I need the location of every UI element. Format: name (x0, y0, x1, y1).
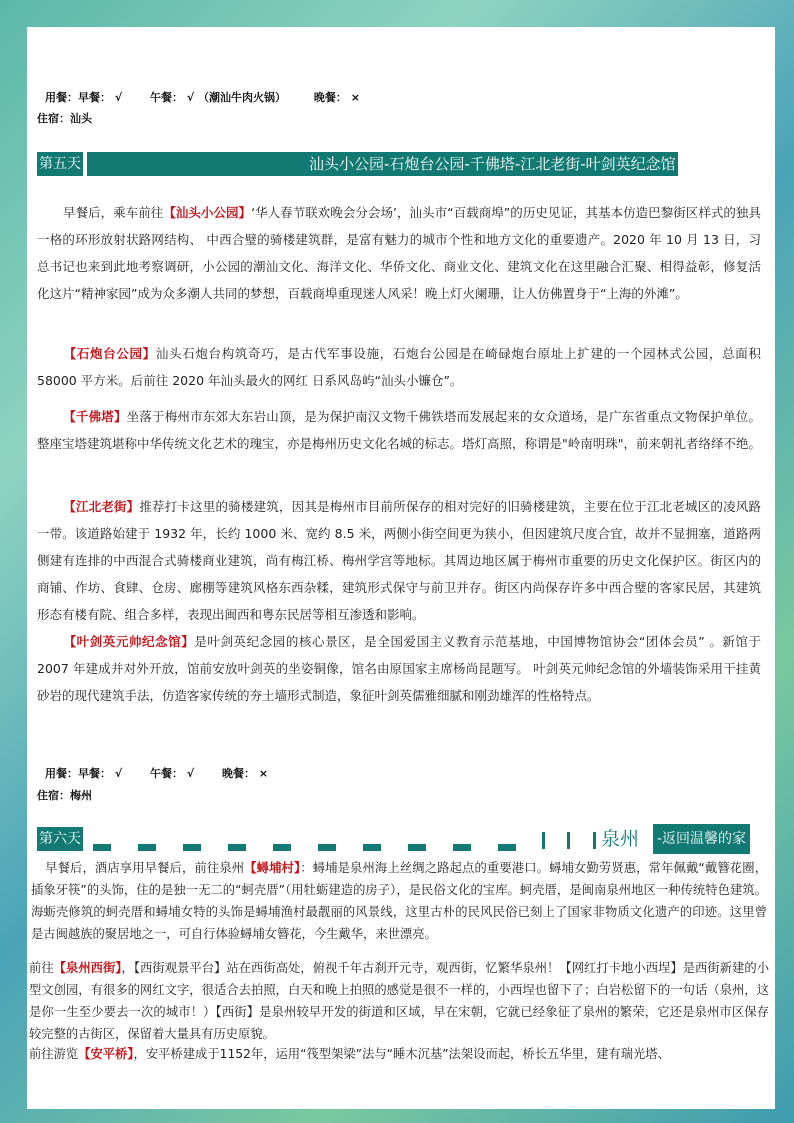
highlight-jiangbei-old-street: 【江北老街】 (63, 499, 140, 514)
day5-bar-fill (87, 152, 307, 176)
itinerary-page (27, 27, 775, 1109)
day5-meals: 用餐：早餐： √ 午餐： √ 晚餐： × (45, 767, 269, 780)
day4-meals: 用餐：早餐： √ 午餐： √ （潮汕牛肉火锅） 晚餐： × (45, 91, 360, 104)
day4-stay: 住宿：汕头 (37, 112, 92, 125)
paragraph-anping-bridge: 前往游览【安平桥】，安平桥建成于1152年，运用“筏型架梁”法与“睡木沉基”法架设而起，桥长五华里，建有瑞光塔、 (29, 1047, 670, 1061)
day5-label: 第五天 (37, 152, 83, 176)
highlight-thousand-buddha-pagoda: 【千佛塔】 (63, 409, 127, 424)
highlight-quanzhou-west-street: 【泉州西街】 (53, 961, 122, 975)
highlight-shantou-park: 【汕头小公园】 (163, 205, 252, 220)
day6-header (37, 824, 757, 854)
day5-header (37, 152, 692, 176)
day6-route: -返回温馨的家 (653, 824, 750, 854)
highlight-xunpu-village: 【蟳埔村】 (244, 861, 301, 875)
highlight-anping-bridge: 【安平桥】 (78, 1047, 134, 1061)
day5-stay: 住宿：梅州 (37, 789, 92, 802)
paragraph-quanzhou-west-street: 前往【泉州西街】，【西街观景平台】站在西街高处，俯视千年古刹开元寺，观西街，忆繁华泉州！【网红打卡地小西埕】是西街新建的小型文创园，有很多的网红文字，很适合去拍照，白天和晚上拍照的感觉是很不一样的，小西埕也留下了；白岩松留下的一句话（泉州，这是你一生至少要去一次的城市！）【西街】是泉州较早开发的街道和区域，早在宋朝，它就已经象征了泉州的繁荣，它还是泉州市区保存较完整的古街区，保留着大量具有历史原貌。 (29, 961, 769, 1041)
day6-label: 第六天 (37, 827, 83, 851)
paragraph-thousand-buddha-pagoda: 【千佛塔】坐落于梅州市东郊大东岩山顶，是为保护南汉文物千佛铁塔而发展起来的女众道场，是广东省重点文物保护单位。整座宝塔建筑堪称中华传统文化艺术的瑰宝，亦是梅州历史文化名城的标志。塔灯高照，称谓是"岭南明珠"，前来朝礼者络绎不绝。 (37, 409, 762, 451)
day6-city: 泉州 (601, 828, 640, 850)
paragraph-stone-fort: 【石炮台公园】汕头石炮台构筑奇巧，是古代军事设施，石炮台公园是在崎碌炮台原址上扩建的一个园林式公园，总面积 58000 平方米。后前往 2020 年汕头最火的网红 日系风岛屿“汕头小镰仓”。 (37, 346, 761, 388)
paragraph-xunpu-village: 早餐后，酒店享用早餐后，前往泉州【蟳埔村】：蟳埔是泉州海上丝绸之路起点的重要港口。蟳埔女勤劳贤惠，常年佩戴“戴簪花圈，插象牙筷”的头饰，住的是独一无二的“蚵壳厝”（用牡蛎建造的房子），是民俗文化的宝库。蚵壳厝，是闽南泉州地区一种传统特色建筑。海蛎壳修筑的蚵壳厝和蟳埔女特的头饰是蟳埔渔村最靓丽的风景线，这里古朴的民风民俗已刻上了国家非物质文化遗产的印迹。这里曾是古闽越族的聚居地之一，可自行体验蟳埔女簪花，今生戴华，来世漂亮。 (31, 861, 767, 941)
paragraph-ye-jianying-memorial: 【叶剑英元帅纪念馆】是叶剑英纪念园的核心景区，是全国爱国主义教育示范基地，中国博物馆协会“团体会员” 。新馆于 2007 年建成并对外开放，馆前安放叶剑英的坐姿铜像，馆名由原国家主席杨尚昆题写。 叶剑英元帅纪念馆的外墙装饰采用干挂黄砂岩的现代建筑手法，仿造客家传统的夯土墙形式制造，象征叶剑英儒雅细腻和刚劲雄浑的性格特点。 (37, 634, 761, 703)
paragraph-shantou-park: 早餐后，乘车前往【汕头小公园】‘华人春节联欢晚会分会场’，汕头市“百载商埠”的历史见证，其基本仿造巴黎街区样式的独具一格的环形放射状路网结构、 中西合璧的骑楼建筑群，是富有魅力的城市个性和地方文化的重要遗产。2020 年 10 月 13 日，习总书记也来到此地考察调研，小公园的潮汕文化、海洋文化、华侨文化、商业文化、建筑文化在这里融合汇聚、相得益彰，修复活化这片“精神家园”成为众多潮人共同的梦想，百载商埠重现迷人风采！晚上灯火阑珊，让人仿佛置身于“上海的外滩”。 (37, 205, 761, 301)
highlight-stone-fort: 【石炮台公园】 (63, 346, 156, 361)
day5-route: 汕头小公园-石炮台公园-千佛塔-江北老街-叶剑英纪念馆 (307, 152, 678, 176)
highlight-ye-jianying-memorial: 【叶剑英元帅纪念馆】 (63, 634, 195, 649)
paragraph-jiangbei-old-street: 【江北老街】推荐打卡这里的骑楼建筑，因其是梅州市目前所保存的相对完好的旧骑楼建筑，主要在位于江北老城区的凌风路一带。该道路始建于 1932 年，长约 1000 米、宽约 8.5 米，两侧小街空间更为狭小，但因建筑尺度合宜，故并不显拥塞，道路两侧建有连排的中西混合式骑楼商业建筑，尚有梅江桥、梅州学宫等地标。其周边地区属于梅州市重要的历史文化保护区。街区内的商铺、作坊、食肆、仓房、廊棚等建筑风格东西杂糅，建筑形式保守与前卫并存。街区内尚保存许多中西合璧的客家民居，其建筑形态有楼有院、组合多样，表现出闽西和粤东民居等相互渗透和影响。 (37, 499, 761, 622)
